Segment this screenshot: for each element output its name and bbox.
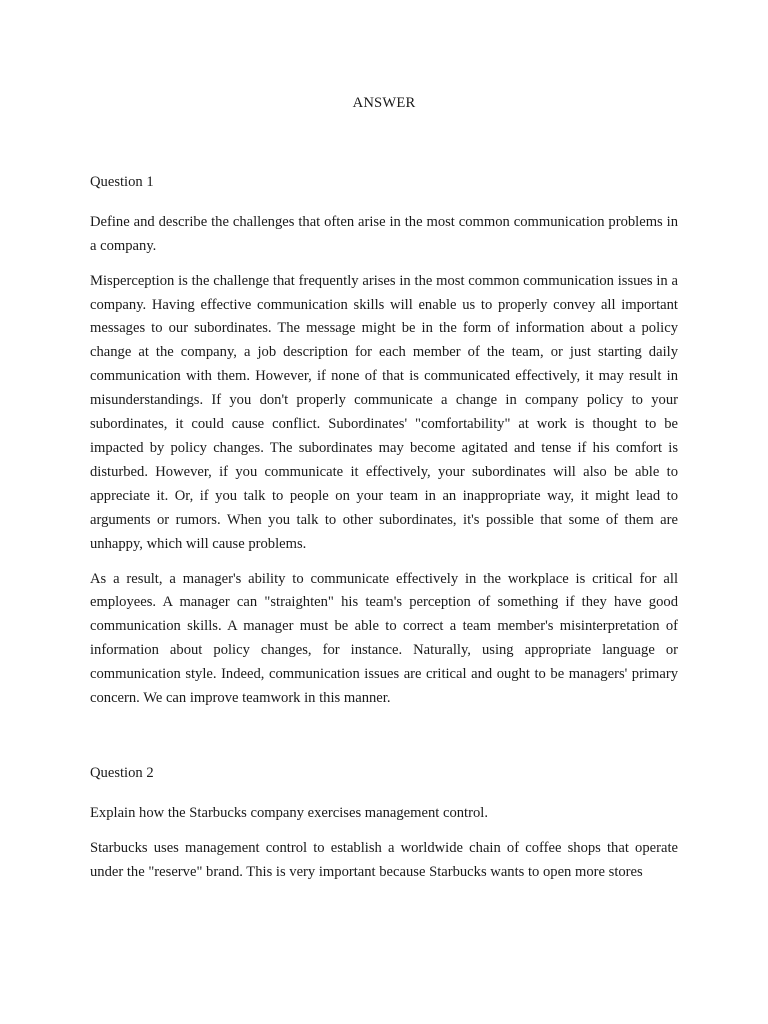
section-question-2 [90, 762, 678, 885]
answer-paragraph: Misperception is the challenge that frequently arises in the most common communication issues in a company. Having effective communication skills will enable us to properly convey all important messages to our subordinates. The message might be in the form of information about a policy change at the company, a job description for each member of the team, or just starting daily communication with them. However, if none of that is communicated effectively, it may result in misunderstandings. If you don't properly communicate a change in company policy to your subordinates, it could cause conflict. Subordinates' "comfortability" at work is thought to be impacted by policy changes. The subordinates may become agitated and tense if his comfort is disturbed. However, if you communicate it effectively, your subordinates will also be able to appreciate it. Or, if you talk to people on your team in an inappropriate way, it might lead to arguments or rumors. When you talk to other subordinates, it's possible that some of them are unhappy, which will cause problems. [90, 272, 678, 552]
answer-paragraph: Starbucks uses management control to establish a worldwide chain of coffee shops that operate under the "reserve" brand. This is very important because Starbucks wants to open more stores [90, 839, 678, 880]
answer-paragraph: As a result, a manager's ability to communicate effectively in the workplace is critical for all employees. A manager can "straighten" his team's perception of something if they have good communication skills. A manager must be able to correct a team member's misinterpretation of information about policy changes, for instance. Naturally, using appropriate language or communication style. Indeed, communication issues are critical and ought to be managers' primary concern. We can improve teamwork in this manner. [90, 570, 678, 707]
question-heading: Question 1 [90, 173, 154, 190]
question-heading: Question 2 [90, 764, 154, 781]
section-question-1 [90, 171, 678, 711]
question-prompt: Define and describe the challenges that often arise in the most common communication problems in a company. [90, 213, 678, 254]
document-title: ANSWER [352, 95, 416, 111]
section-spacer [90, 722, 678, 762]
question-prompt: Explain how the Starbucks company exercises management control. [90, 804, 488, 821]
document-page [90, 92, 678, 896]
